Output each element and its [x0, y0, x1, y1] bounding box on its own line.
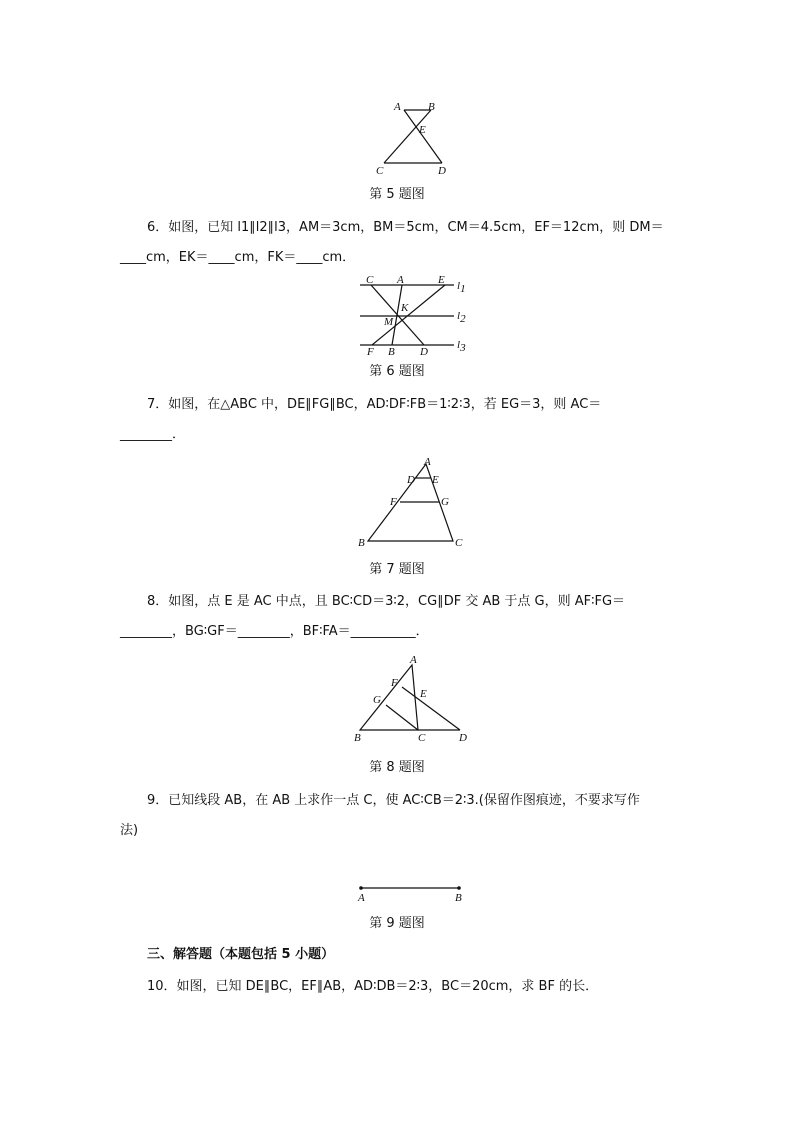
label-a: A	[358, 892, 365, 904]
question-7	[120, 390, 680, 450]
segment-ad	[404, 110, 442, 163]
label-b: B	[428, 101, 435, 113]
figure-6-caption: 第 6 题图	[369, 364, 425, 379]
label-e: E	[420, 688, 427, 700]
figure-5-caption: 第 5 题图	[369, 187, 425, 202]
question-6	[120, 213, 680, 273]
label-c: C	[418, 732, 426, 744]
segment-cg	[386, 705, 418, 730]
label-l3: l3	[457, 339, 466, 354]
question-6-line-2: ____cm，EK＝____cm，FK＝____cm．	[120, 250, 356, 265]
label-c: C	[376, 165, 384, 177]
question-8-line-1: 8．如图，点 E 是 AC 中点，且 BC∶CD＝3∶2，CG∥DF 交 AB 于点 G，则 AF∶FG＝	[147, 594, 626, 609]
figure-7-caption: 第 7 题图	[369, 562, 425, 577]
label-e: E	[419, 124, 426, 136]
label-d: D	[438, 165, 446, 177]
segment-ef	[372, 285, 445, 345]
label-a: A	[410, 654, 417, 666]
figure-8-caption: 第 8 题图	[369, 760, 425, 775]
question-6-line-1: 6．如图，已知 l1∥l2∥l3，AM＝3cm，BM＝5cm，CM＝4.5cm，EF＝12cm，则 DM＝	[147, 220, 664, 235]
label-l1: l1	[457, 280, 466, 295]
label-c: C	[455, 537, 463, 549]
label-a: A	[394, 101, 401, 113]
label-e: E	[438, 274, 445, 286]
point-b	[457, 886, 461, 890]
label-g: G	[373, 694, 381, 706]
figure-9	[350, 878, 470, 908]
point-a	[359, 886, 363, 890]
figure-7	[350, 452, 470, 552]
question-9-line-2: 法)	[120, 823, 139, 838]
label-e: E	[432, 474, 439, 486]
question-8-line-2: ________，BG∶GF＝________，BF∶FA＝__________．	[120, 624, 429, 639]
label-l2: l2	[457, 310, 466, 325]
triangle-abc	[360, 665, 418, 730]
question-9	[120, 786, 680, 846]
label-a: A	[397, 274, 404, 286]
segment-bc	[384, 110, 431, 163]
question-7-line-2: ________．	[120, 427, 186, 442]
figure-8	[345, 650, 475, 746]
label-f: F	[390, 496, 397, 508]
label-b: B	[354, 732, 361, 744]
label-g: G	[441, 496, 449, 508]
label-d: D	[459, 732, 467, 744]
label-b: B	[358, 537, 365, 549]
section-3-heading: 三、解答题（本题包括 5 小题）	[147, 947, 335, 962]
label-k: K	[401, 302, 409, 314]
figure-9-caption: 第 9 题图	[369, 916, 425, 931]
figure-6	[350, 272, 480, 358]
label-b: B	[455, 892, 462, 904]
label-c: C	[366, 274, 374, 286]
question-10: 10．如图，已知 DE∥BC，EF∥AB，AD∶DB＝2∶3，BC＝20cm，求 BF 的长．	[147, 979, 599, 994]
label-f: F	[391, 677, 398, 689]
label-f: F	[367, 346, 374, 358]
label-d: D	[420, 346, 428, 358]
figure-5	[370, 100, 460, 180]
label-a: A	[424, 456, 431, 468]
label-d: D	[407, 474, 415, 486]
question-9-line-1: 9．已知线段 AB，在 AB 上求作一点 C，使 AC∶CB＝2∶3.(保留作图痕迹，不要求写作	[147, 793, 640, 808]
segment-cd	[371, 285, 424, 345]
question-8	[120, 587, 680, 647]
label-b: B	[388, 346, 395, 358]
question-7-line-1: 7．如图，在△ABC 中，DE∥FG∥BC，AD∶DF∶FB＝1∶2∶3，若 EG＝3，则 AC＝	[147, 397, 602, 412]
label-m: M	[384, 316, 394, 328]
